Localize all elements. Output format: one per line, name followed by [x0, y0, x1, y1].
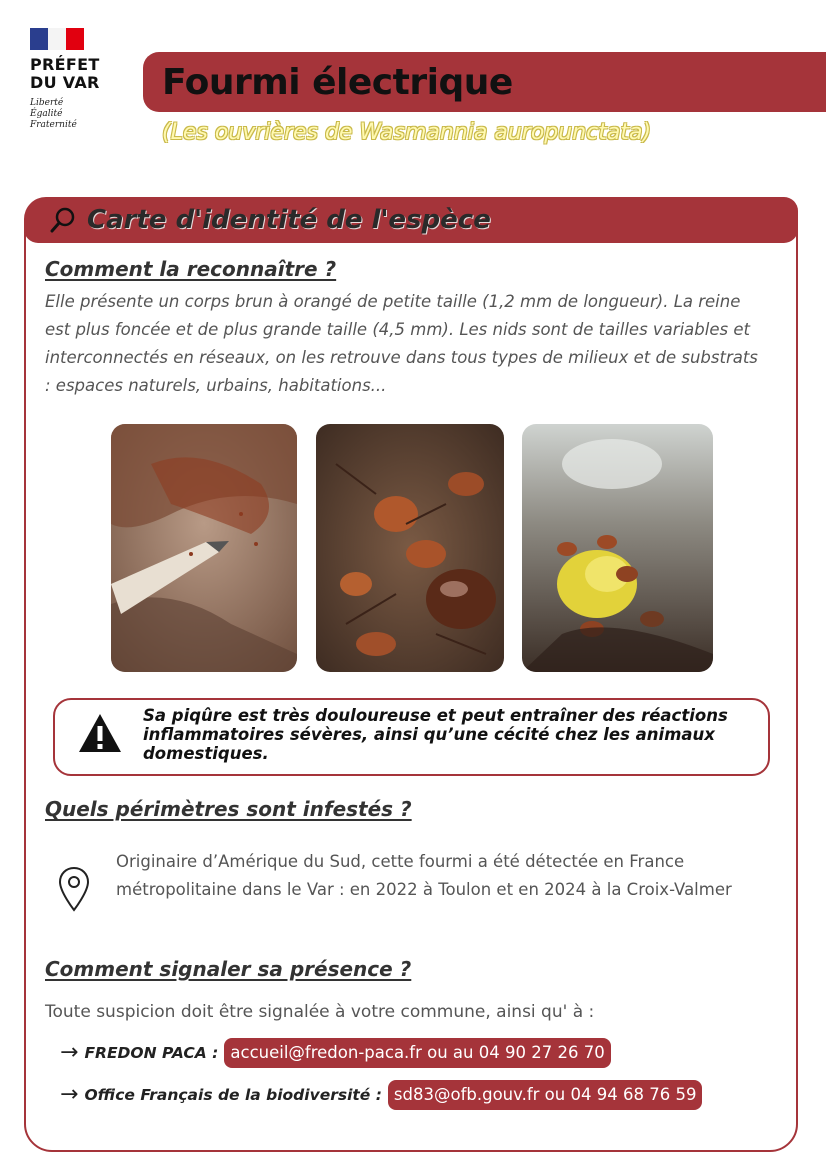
arrow-right-icon: → [60, 1082, 79, 1107]
republic-motto: Liberté Égalité Fraternité [30, 98, 77, 130]
prefecture-name: PRÉFET DU VAR [30, 55, 100, 92]
ant-photo-queen [316, 424, 504, 672]
ant-photo-pencil [111, 424, 297, 672]
page-title: Fourmi électrique [162, 62, 513, 103]
contact-fredon [60, 1038, 611, 1068]
contact-org: FREDON PACA : [84, 1044, 219, 1062]
recognize-heading: Comment la reconnaître ? [45, 257, 337, 281]
contact-detail-link[interactable]: sd83@ofb.gouv.fr ou 04 94 68 76 59 [388, 1080, 703, 1110]
perimeters-text: Originaire d’Amérique du Sud, cette fourmi a été détectée en France métropolitaine dans le Var : en 2022 à Toulon et en 2024 à la Croix-Valmer [116, 852, 732, 899]
report-heading: Comment signaler sa présence ? [45, 957, 412, 981]
perimeters-heading: Quels périmètres sont infestés ? [45, 797, 412, 821]
marianne-flag-icon [30, 28, 84, 50]
arrow-right-icon: → [60, 1040, 79, 1065]
contact-ofb [60, 1080, 702, 1110]
warning-text: Sa piqûre est très douloureuse et peut entraîner des réactions inflammatoires sévères, ainsi qu’une cécité chez les animaux domestiques. [143, 706, 728, 763]
report-text: Toute suspicion doit être signalée à votre commune, ainsi qu' à : [45, 1002, 595, 1022]
warning-icon [78, 712, 122, 754]
prefecture-logo [30, 28, 130, 131]
contact-org: Office Français de la biodiversité : [84, 1086, 382, 1104]
ant-photo-yellow [522, 424, 713, 672]
recognize-text: Elle présente un corps brun à orangé de petite taille (1,2 mm de longueur). La reine est plus foncée et de plus grande taille (4,5 mm). Les nids sont de tailles variables et interconnectés en réseaux, on les retrouve dans tous types de milieux et de substrats : espaces naturels, urbains, habitations... [45, 292, 758, 395]
section-title: Carte d'identité de l'espèce [87, 205, 491, 235]
map-pin-icon [58, 866, 90, 912]
contact-detail-link[interactable]: accueil@fredon-paca.fr ou au 04 90 27 26 70 [224, 1038, 610, 1068]
search-icon [50, 206, 76, 234]
page-subtitle: (Les ouvrières de Wasmannia auropunctata) [162, 120, 652, 145]
